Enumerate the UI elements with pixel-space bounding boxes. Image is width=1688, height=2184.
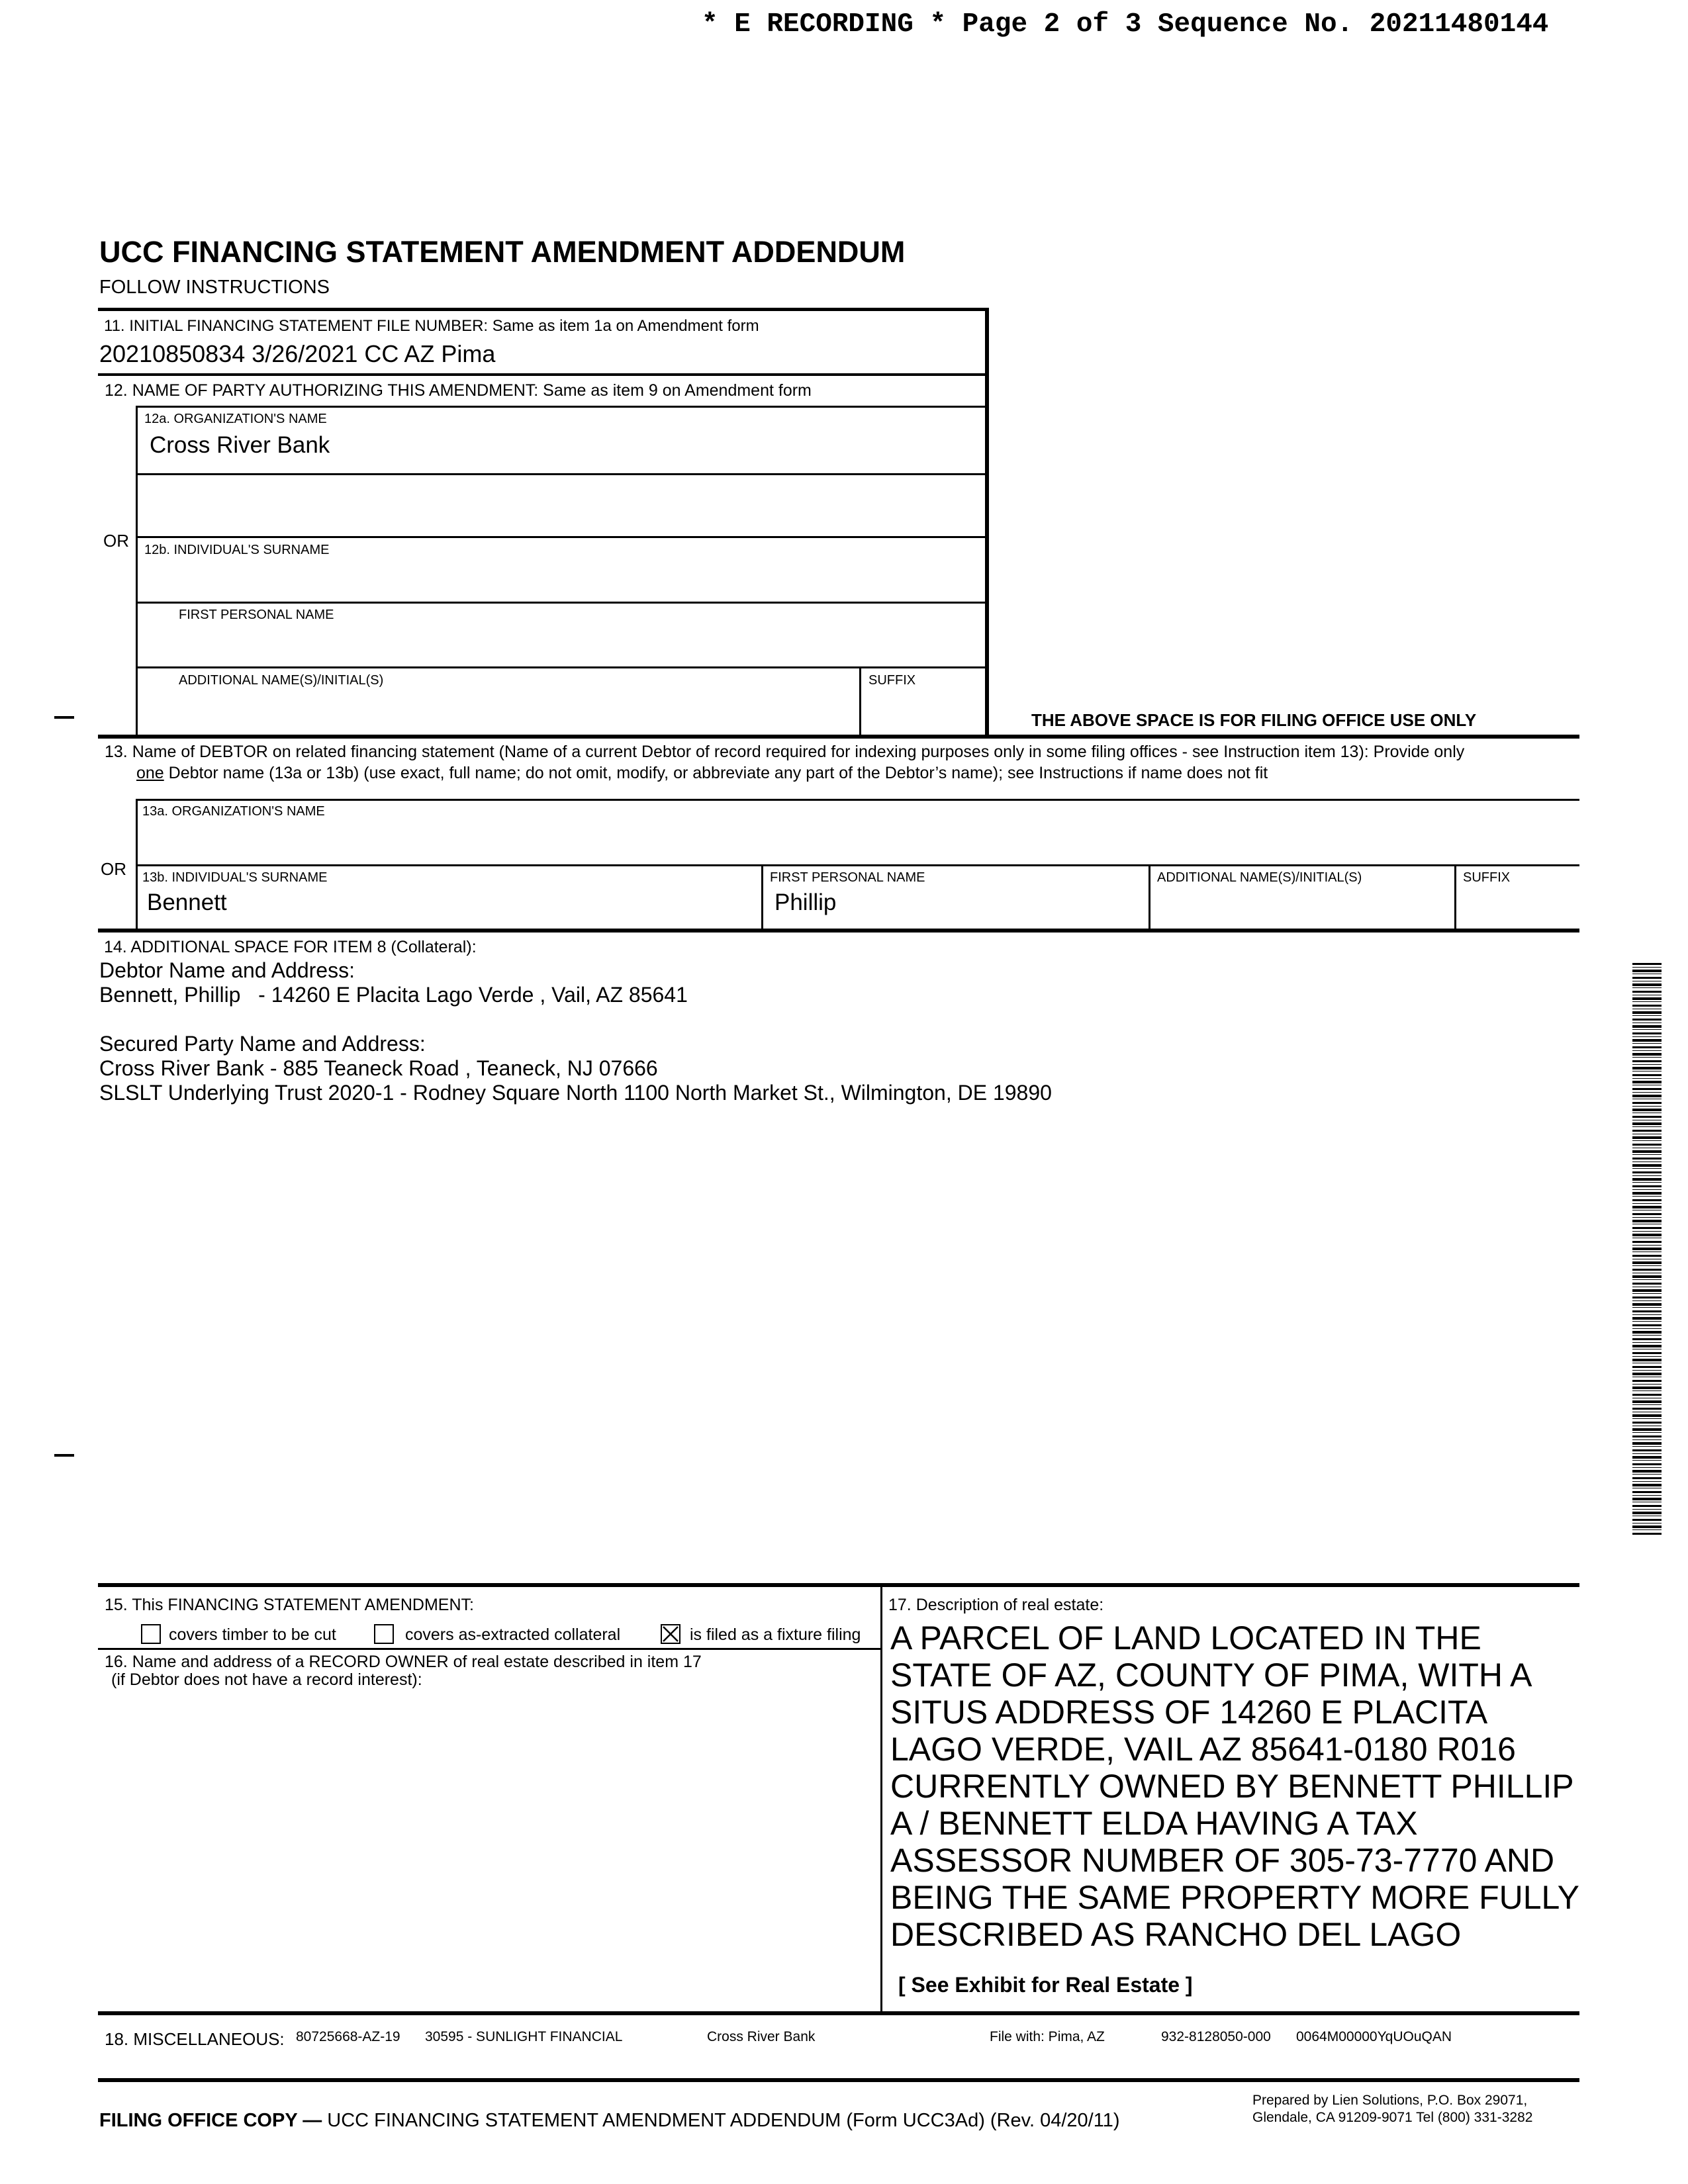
extracted-label: covers as-extracted collateral: [405, 1625, 621, 1644]
item14-label: 14. ADDITIONAL SPACE FOR ITEM 8 (Collateral):: [104, 938, 477, 956]
timber-checkbox[interactable]: [141, 1624, 161, 1644]
item13-label-line2: [136, 764, 1268, 783]
item13-suffix-label: SUFFIX: [1463, 870, 1511, 885]
real-estate-line: A / BENNETT ELDA HAVING A TAX: [890, 1805, 1418, 1842]
divider: [859, 666, 861, 738]
prepared-by-line2: Glendale, CA 91209-9071 Tel (800) 331-3282: [1252, 2110, 1533, 2125]
misc-party: Cross River Bank: [707, 2029, 816, 2044]
divider: [136, 602, 988, 604]
item11-file-number: 20210850834 3/26/2021 CC AZ Pima: [99, 340, 496, 367]
collateral-text: [99, 958, 1052, 1105]
recording-header: * E RECORDING * Page 2 of 3 Sequence No. 20211480144: [702, 9, 1549, 40]
item16-label-line2: (if Debtor does not have a record interest):: [111, 1670, 422, 1689]
margin-mark: [54, 716, 74, 719]
collateral-line: Cross River Bank - 885 Teaneck Road , Teaneck, NJ 07666: [99, 1056, 658, 1080]
real-estate-line: ASSESSOR NUMBER OF 305-73-7770 AND: [890, 1842, 1555, 1879]
divider: [880, 1583, 882, 2013]
item12-additional-label: ADDITIONAL NAME(S)/INITIAL(S): [179, 673, 384, 688]
real-estate-line: SITUS ADDRESS OF 14260 E PLACITA: [890, 1694, 1488, 1731]
item12-suffix-label: SUFFIX: [868, 673, 916, 688]
item12a-org-name: Cross River Bank: [150, 432, 330, 458]
check-x-icon: [662, 1625, 679, 1643]
footer-rest: UCC FINANCING STATEMENT AMENDMENT ADDENDUM (Form UCC3Ad) (Rev. 04/20/11): [322, 2110, 1120, 2131]
divider: [1454, 864, 1456, 931]
item13-label-line1: 13. Name of DEBTOR on related financing statement (Name of a current Debtor of record required for indexing purposes only in some filing offices - see Instruction item 13): Provide only: [105, 743, 1465, 761]
real-estate-line: STATE OF AZ, COUNTY OF PIMA, WITH A: [890, 1657, 1532, 1694]
item12a-label: 12a. ORGANIZATION'S NAME: [144, 412, 327, 426]
item13-first-name: Phillip: [774, 889, 837, 915]
item13-first-label: FIRST PERSONAL NAME: [770, 870, 925, 885]
real-estate-line: CURRENTLY OWNED BY BENNETT PHILLIP: [890, 1768, 1574, 1805]
real-estate-description: [890, 1619, 1579, 1953]
divider: [98, 373, 988, 376]
exhibit-note: [ See Exhibit for Real Estate ]: [898, 1973, 1193, 1997]
prepared-by-line1: Prepared by Lien Solutions, P.O. Box 29071,: [1252, 2093, 1528, 2108]
divider: [98, 1583, 1579, 1587]
divider: [136, 473, 988, 475]
footer-title: [99, 2110, 1120, 2132]
misc-file-with: File with: Pima, AZ: [990, 2029, 1105, 2044]
item13-one: one: [136, 764, 164, 782]
fixture-checkbox[interactable]: [661, 1624, 680, 1644]
timber-label: covers timber to be cut: [169, 1625, 336, 1644]
divider: [985, 308, 989, 738]
follow-instructions: FOLLOW INSTRUCTIONS: [99, 277, 330, 298]
form-title: UCC FINANCING STATEMENT AMENDMENT ADDENDUM: [99, 235, 906, 269]
barcode: [1632, 963, 1662, 1535]
divider: [98, 1648, 880, 1650]
divider: [98, 735, 1579, 739]
divider: [136, 799, 1579, 801]
item13b-label: 13b. INDIVIDUAL'S SURNAME: [142, 870, 328, 885]
real-estate-line: A PARCEL OF LAND LOCATED IN THE: [890, 1619, 1481, 1657]
misc-code: 30595 - SUNLIGHT FINANCIAL: [425, 2029, 623, 2044]
divider: [98, 929, 1579, 933]
item13-or: OR: [101, 859, 126, 879]
item11-label: 11. INITIAL FINANCING STATEMENT FILE NUMBER: Same as item 1a on Amendment form: [104, 317, 759, 335]
divider: [136, 406, 138, 737]
real-estate-line: BEING THE SAME PROPERTY MORE FULLY: [890, 1879, 1579, 1916]
divider: [98, 308, 988, 311]
item12-or: OR: [103, 531, 129, 551]
real-estate-line: LAGO VERDE, VAIL AZ 85641-0180 R016: [890, 1731, 1516, 1768]
divider: [1149, 864, 1150, 931]
extracted-checkbox[interactable]: [374, 1624, 394, 1644]
misc-number: 932-8128050-000: [1161, 2029, 1271, 2044]
divider: [136, 536, 988, 538]
real-estate-line: DESCRIBED AS RANCHO DEL LAGO: [890, 1916, 1462, 1953]
collateral-line: [99, 1007, 1052, 1032]
item13a-label: 13a. ORGANIZATION'S NAME: [142, 804, 325, 819]
divider: [761, 864, 763, 931]
item13-label-rest: Debtor name (13a or 13b) (use exact, full name; do not omit, modify, or abbreviate any part of the Debtor’s name); see Instructions if name does not fit: [164, 764, 1268, 782]
collateral-line: Debtor Name and Address:: [99, 958, 355, 982]
item13-additional-label: ADDITIONAL NAME(S)/INITIAL(S): [1157, 870, 1362, 885]
divider: [136, 406, 988, 408]
item12b-label: 12b. INDIVIDUAL'S SURNAME: [144, 543, 330, 557]
item12-first-label: FIRST PERSONAL NAME: [179, 608, 334, 622]
collateral-line: Secured Party Name and Address:: [99, 1032, 426, 1056]
divider: [136, 864, 1579, 866]
fixture-label: is filed as a fixture filing: [690, 1625, 861, 1644]
collateral-line: Bennett, Phillip - 14260 E Placita Lago Verde , Vail, AZ 85641: [99, 983, 688, 1007]
item18-label: 18. MISCELLANEOUS:: [105, 2029, 285, 2049]
item13b-surname: Bennett: [147, 889, 227, 915]
filing-office-note: THE ABOVE SPACE IS FOR FILING OFFICE USE ONLY: [1031, 710, 1477, 730]
collateral-line: SLSLT Underlying Trust 2020-1 - Rodney Square North 1100 North Market St., Wilmington, DE 19890: [99, 1081, 1052, 1105]
item16-label-line1: 16. Name and address of a RECORD OWNER of real estate described in item 17: [105, 1653, 702, 1671]
divider: [98, 2078, 1579, 2082]
misc-id: 0064M00000YqUOuQAN: [1296, 2029, 1452, 2044]
footer-bold: FILING OFFICE COPY —: [99, 2110, 322, 2131]
item12-label: 12. NAME OF PARTY AUTHORIZING THIS AMENDMENT: Same as item 9 on Amendment form: [105, 381, 812, 400]
divider: [98, 2011, 1579, 2015]
item15-label: 15. This FINANCING STATEMENT AMENDMENT:: [105, 1596, 474, 1614]
item17-label: 17. Description of real estate:: [888, 1596, 1104, 1614]
margin-mark: [54, 1454, 74, 1457]
misc-ref: 80725668-AZ-19: [296, 2029, 400, 2044]
